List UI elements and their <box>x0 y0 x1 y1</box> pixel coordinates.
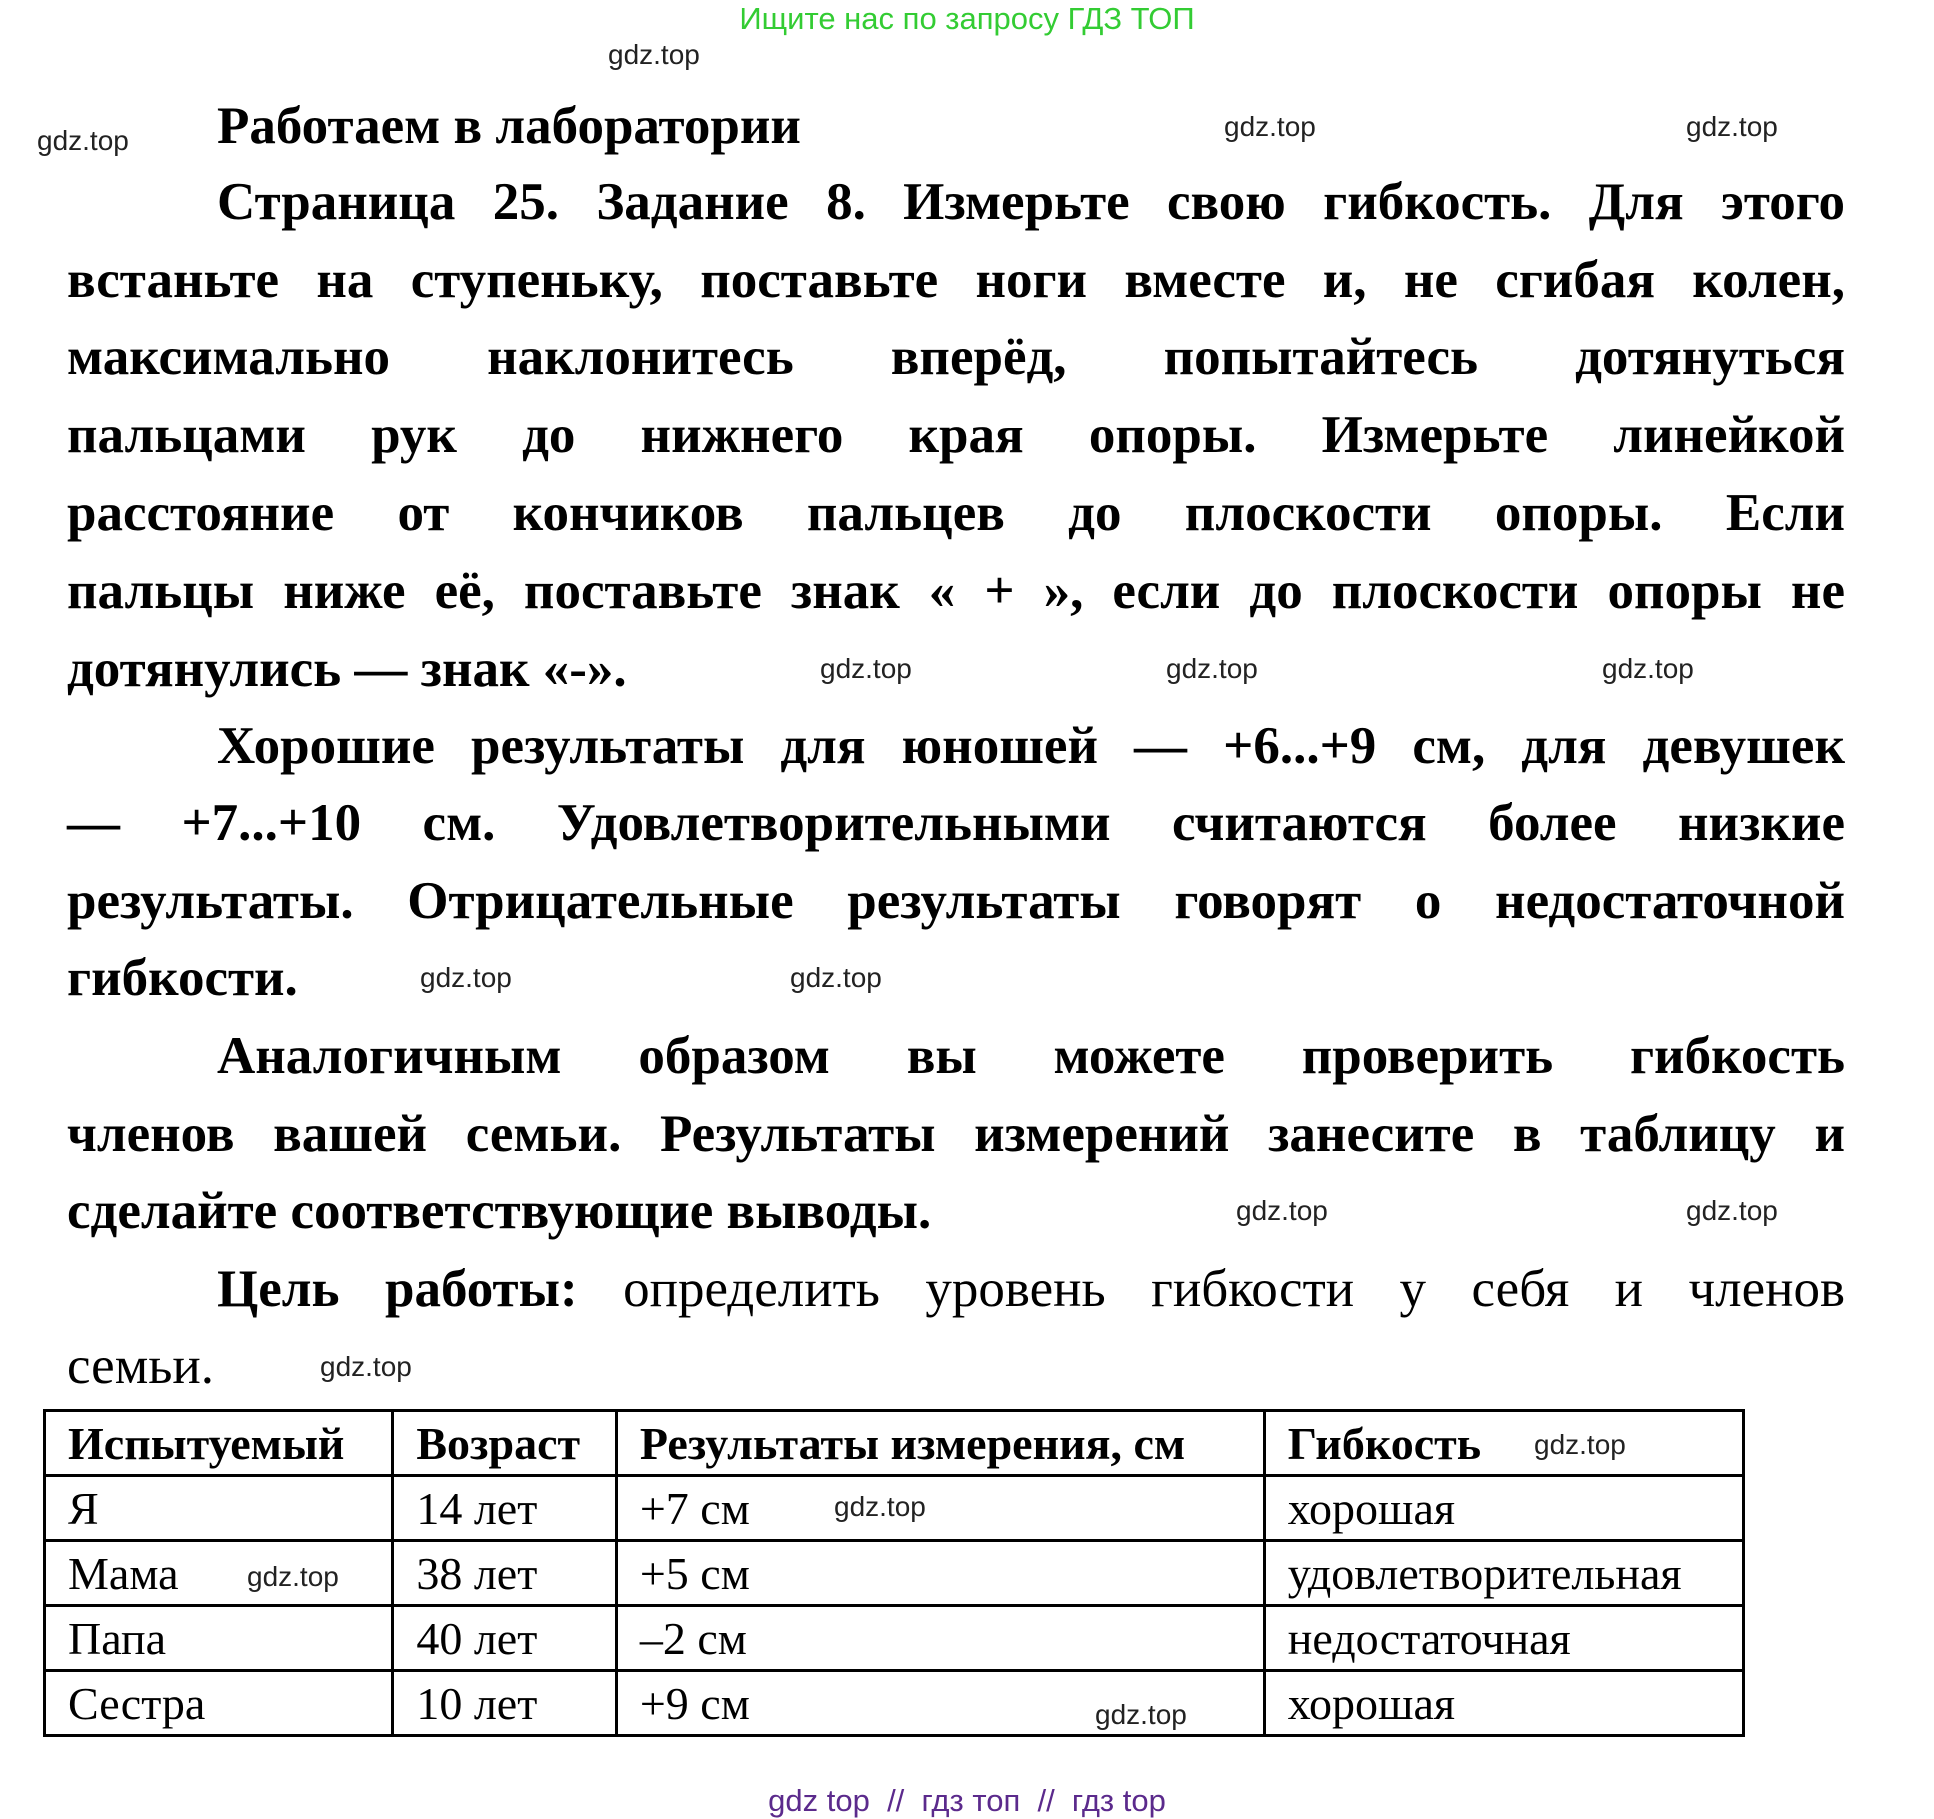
cell-result: –2 см <box>616 1606 1264 1671</box>
results-line: гибкости. <box>67 949 298 1007</box>
watermark: gdz.top <box>1534 1429 1626 1460</box>
family-line: Аналогичным образом вы можете проверить гибкость <box>217 1027 1845 1085</box>
header-flexibility: Гибкость <box>1264 1411 1743 1476</box>
watermark: gdz.top <box>1686 111 1778 142</box>
cell-subject: Папа <box>45 1606 393 1671</box>
family-line: членов вашей семьи. Результаты измерений занесите в таблицу и <box>67 1105 1845 1163</box>
goal-line-end: семьи. <box>67 1337 215 1395</box>
results-line: Хорошие результаты для юношей — +6...+9 см, для девушек <box>217 717 1845 775</box>
watermark: gdz.top <box>1095 1699 1187 1730</box>
task-line: пальцы ниже её, поставьте знак « + », если до плоскости опоры не <box>67 562 1845 620</box>
goal-label: Цель работы: <box>217 1260 578 1318</box>
cell-flexibility: хорошая <box>1264 1671 1743 1736</box>
watermark: gdz.top <box>1686 1195 1778 1226</box>
watermark: gdz.top <box>834 1491 926 1522</box>
watermark: gdz.top <box>608 39 700 70</box>
cell-result: +5 см <box>616 1541 1264 1606</box>
watermark: gdz.top <box>790 962 882 993</box>
watermark: gdz.top <box>320 1351 412 1382</box>
goal-text: определить уровень гибкости у себя и членов <box>623 1260 1846 1318</box>
cell-result: +9 см <box>616 1671 1264 1736</box>
cell-age: 10 лет <box>393 1671 617 1736</box>
cell-subject: Мама <box>45 1541 393 1606</box>
section-heading: Работаем в лаборатории <box>217 97 801 155</box>
task-line: Страница 25. Задание 8. Измерьте свою гибкость. Для этого <box>217 173 1845 231</box>
watermark: gdz.top <box>820 653 912 684</box>
cell-age: 38 лет <box>393 1541 617 1606</box>
table-row <box>45 1606 1744 1671</box>
header-age: Возраст <box>393 1411 617 1476</box>
cell-subject: Сестра <box>45 1671 393 1736</box>
results-line: результаты. Отрицательные результаты говорят о недостаточной <box>67 872 1845 930</box>
goal-line <box>217 1259 1845 1319</box>
watermark: gdz.top <box>1236 1195 1328 1226</box>
family-line: сделайте соответствующие выводы. <box>67 1182 932 1240</box>
table-header-row <box>45 1411 1744 1476</box>
cell-flexibility: недостаточная <box>1264 1606 1743 1671</box>
cell-age: 40 лет <box>393 1606 617 1671</box>
cell-subject: Я <box>45 1476 393 1541</box>
task-line: максимально наклонитесь вперёд, попытайтесь дотянуться <box>67 328 1845 386</box>
cell-age: 14 лет <box>393 1476 617 1541</box>
results-line: — +7...+10 см. Удовлетворительными считаются более низкие <box>67 794 1845 852</box>
cell-flexibility: хорошая <box>1264 1476 1743 1541</box>
watermark: gdz.top <box>420 962 512 993</box>
watermark: gdz.top <box>1602 653 1694 684</box>
search-banner[interactable]: Ищите нас по запросу ГДЗ ТОП <box>739 1 1195 36</box>
task-line: расстояние от кончиков пальцев до плоскости опоры. Если <box>67 484 1845 542</box>
footer-links[interactable]: gdz top // гдз топ // гдз top <box>768 1783 1166 1818</box>
watermark: gdz.top <box>37 125 129 156</box>
watermark: gdz.top <box>1224 111 1316 142</box>
header-result: Результаты измерения, см <box>616 1411 1264 1476</box>
cell-flexibility: удовлетворительная <box>1264 1541 1743 1606</box>
task-line: дотянулись — знак «-». <box>67 640 627 698</box>
watermark: gdz.top <box>247 1561 339 1592</box>
task-line: пальцами рук до нижнего края опоры. Измерьте линейкой <box>67 406 1845 464</box>
cell-result: +7 см <box>616 1476 1264 1541</box>
header-subject: Испытуемый <box>45 1411 393 1476</box>
task-line: встаньте на ступеньку, поставьте ноги вместе и, не сгибая колен, <box>67 251 1845 309</box>
watermark: gdz.top <box>1166 653 1258 684</box>
table-row <box>45 1671 1744 1736</box>
